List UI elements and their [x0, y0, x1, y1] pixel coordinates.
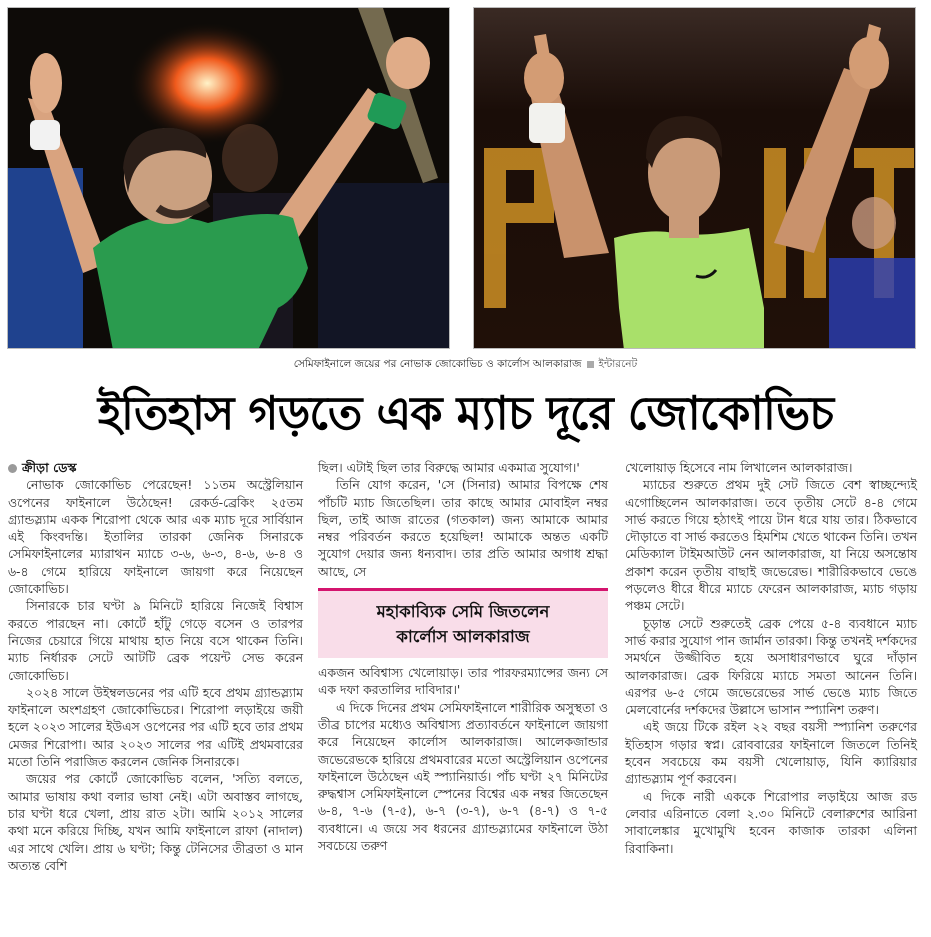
article-column-1: [8, 459, 303, 874]
paragraph: তিনি যোগ করেন, 'সে (সিনার) আমার বিপক্ষে শেষ পাঁচটি ম্যাচ জিতেছিল। তার কাছে আমার মোবাইল নম্বর ছিল, তাই আজ রাতের (গতকাল) জন্য আমাকে আমার নম্বর পরিবর্তন করতে হয়েছিল! আমাকে অন্তত একটি সুযোগ দেয়ার জন্য ধন্যবাদ। তার প্রতি আমার অগাধ শ্রদ্ধা আছে, সে: [318, 477, 608, 579]
djokovic-photo-illustration: [8, 8, 450, 349]
paragraph: ২০২৪ সালে উইম্বলডনের পর এটি হবে প্রথম গ্র্যান্ডস্ল্যাম ফাইনালে অংশগ্রহণ জোকোভিচের। শিরোপা লড়াইয়ে জয়ী হলে ২০২৩ সালের ইউএস ওপেনের পর এটি হবে তার প্রথম মেজর শিরোপা। আর ২০২৩ সালের পর এটিই প্রথমবারের মতো তিনি পরাজিত করলেন জেনিক সিনারকে।: [8, 684, 303, 770]
alcaraz-photo-illustration: [474, 8, 916, 349]
subheading-line-2: কার্লোস আলকারাজ: [396, 627, 530, 647]
subheading-line-1: মহাকাব্যিক সেমি জিতলেন: [376, 602, 550, 622]
paragraph: নোভাক জোকোভিচ পেরেছেন! ১১তম অস্ট্রেলিয়ান ওপেনের ফাইনালে উঠেছেন! রেকর্ড-ব্রেকিং ২৫তম গ্র্যান্ডস্ল্যাম একক শিরোপা থেকে আর এক ম্যাচ দূরে সার্বিয়ান এই কিংবদন্তি। ইতালির তারকা জেনিক সিনারকে সেমিফাইনালের ম্যারাথন ম্যাচে ৩-৬, ৬-৩, ৪-৬, ৬-৪ ও ৬-৪ গেমে হারিয়ে ফাইনালে জায়গা করে নিয়েছেন জোকোভিচ।: [8, 477, 303, 597]
article-column-2: [318, 459, 608, 854]
paragraph: ছিল। এটাই ছিল তার বিরুদ্ধে আমার একমাত্র সুযোগ।': [318, 460, 580, 475]
bullet-icon: [8, 464, 17, 473]
photo-caption: [0, 357, 931, 374]
paragraph: সিনারকে চার ঘণ্টা ৯ মিনিটে হারিয়ে নিজেই বিশ্বাস করতে পারছেন না। কোর্টে হাঁটু গেড়ে বসেন ও তারপর নিজের চেয়ারে গিয়ে মাথায় হাত নিয়ে বসে থাকেন তিনি। ম্যাচ নির্ধারক সেটে আটটি ব্রেক পয়েন্ট সেভ করেন জোকোভিচ।: [8, 598, 303, 683]
byline: [8, 459, 303, 476]
caption-separator-icon: [587, 361, 594, 368]
paragraph: এ দিকে দিনের প্রথম সেমিফাইনালে শারীরিক অসুস্থতা ও তীব্র চাপের মধ্যেও অবিশ্বাস্য প্রত্যাবর্তনে ফাইনালে জায়গা করে নিয়েছেন কার্লোস আলকারাজ। আলেকজান্ডার জভেরেভকে হারিয়ে প্রথমবারের মতো অস্ট্রেলিয়ান ওপেনের ফাইনালে উঠেছেন এই স্প্যানিয়ার্ড। পাঁচ ঘণ্টা ২৭ মিনিটের রুদ্ধশ্বাস সেমিফাইনালে স্পেনের বিশ্বের এক নম্বর জিতেছেন ৬-৪, ৭-৬ (৭-৫), ৬-৭ (৩-৭), ৬-৭ (৪-৭) ও ৭-৫ ব্যবধানে। এ জয়ে সব ধরনের গ্র্যান্ডস্ল্যামের ফাইনালে উঠা সবচেয়ে তরুণ: [318, 699, 608, 854]
paragraph: খেলোয়াড় হিসেবে নাম লিখালেন আলকারাজ।: [625, 460, 853, 475]
photo-djokovic: [7, 7, 450, 349]
paragraph: ম্যাচের শুরুতে প্রথম দুই সেট জিতে বেশ স্বাচ্ছন্দ্যেই এগোচ্ছিলেন আলকারাজ। তবে তৃতীয় সেটে ৪-৪ গেমে সার্ভ করতে গিয়ে হঠাৎই পায়ে টান ধরে যায় তার। ঠিকভাবে দৌড়াতে বা সার্ভ করতেও হিমশিম খেতে থাকেন তিনি। তখন মেডিক্যাল টাইমআউট নেন আলকারাজ, যা নিয়ে অসন্তোষ প্রকাশ করেন তৃতীয় বাছাই জভেরেভ। শারীরিকভাবে ভেঙে পড়লেও ধীরে ধীরে ম্যাচে ফেরেন আলকারাজ, ম্যাচ গড়ায় পঞ্চম সেটে।: [625, 477, 917, 614]
paragraph: চূড়ান্ত সেটে শুরুতেই ব্রেক পেয়ে ৫-৪ ব্যবধানে ম্যাচ সার্ভ করার সুযোগ পান জার্মান তারকা। কিন্তু তখনই দর্শকদের সমর্থনে উজ্জীবিত হয়ে অসাধারণভাবে ঘুরে দাঁড়ান আলকারাজ। ব্রেক ফিরিয়ে ম্যাচে সমতা আনেন তিনি। এরপর ৬-৫ গেমে জভেরেভের সার্ভ ভেঙে ম্যাচ জিতে মেলবোর্নের দর্শকদের উল্লাসে ভাসান স্প্যানিশ তরুণ।: [625, 615, 917, 718]
photo-alcaraz: [473, 7, 916, 349]
paragraph: এই জয়ে টিকে রইল ২২ বছর বয়সী স্প্যানিশ তরুণের ইতিহাস গড়ার স্বপ্ন। রোববারের ফাইনালে জিতলে তিনিই হবেন সবচেয়ে কম বয়সী খেলোয়াড়, যিনি ক্যারিয়ার গ্র্যান্ডস্ল্যাম পূর্ণ করবেন।: [625, 719, 917, 787]
headline: ইতিহাস গড়তে এক ম্যাচ দূরে জোকোভিচ: [97, 386, 834, 440]
paragraph: একজন অবিশ্বাস্য খেলোয়াড়। তার পারফরম্যান্সের জন্য সে এক দফা করতালির দাবিদার।': [318, 665, 608, 698]
subheading-box: [318, 588, 608, 658]
paragraph: জয়ের পর কোর্টে জোকোভিচ বলেন, 'সত্যি বলতে, আমার ভাষায় কথা বলার ভাষা নেই। এটা অবাস্তব লাগছে, চার ঘণ্টা ধরে খেলা, প্রায় রাত ২টা। আমি ২০১২ সালের কথা মনে করিয়ে দিচ্ছি, যখন আমি ফাইনালে রাফা (নাদাল) এর সাথে খেলি। প্রায় ৬ ঘণ্টা; কিন্তু টেনিসের তীব্রতা ও মান অত্যন্ত বেশি: [8, 771, 303, 873]
paragraph: এ দিকে নারী এককে শিরোপার লড়াইয়ে আজ রড লেবার এরিনাতে বেলা ২.৩০ মিনিটে বেলারুশের আরিনা সাবালেঙ্কার মুখোমুখি হবেন কাজাক তারকা এলিনা রিবাকিনা।: [625, 788, 917, 856]
article-column-3: [625, 459, 917, 857]
photo-credit: ইন্টারনেট: [598, 358, 638, 370]
caption-text: সেমিফাইনালে জয়ের পর নোভাক জোকোভিচ ও কার্লোস আলকারাজ: [293, 358, 582, 370]
byline-text: ক্রীড়া ডেস্ক: [22, 460, 77, 475]
